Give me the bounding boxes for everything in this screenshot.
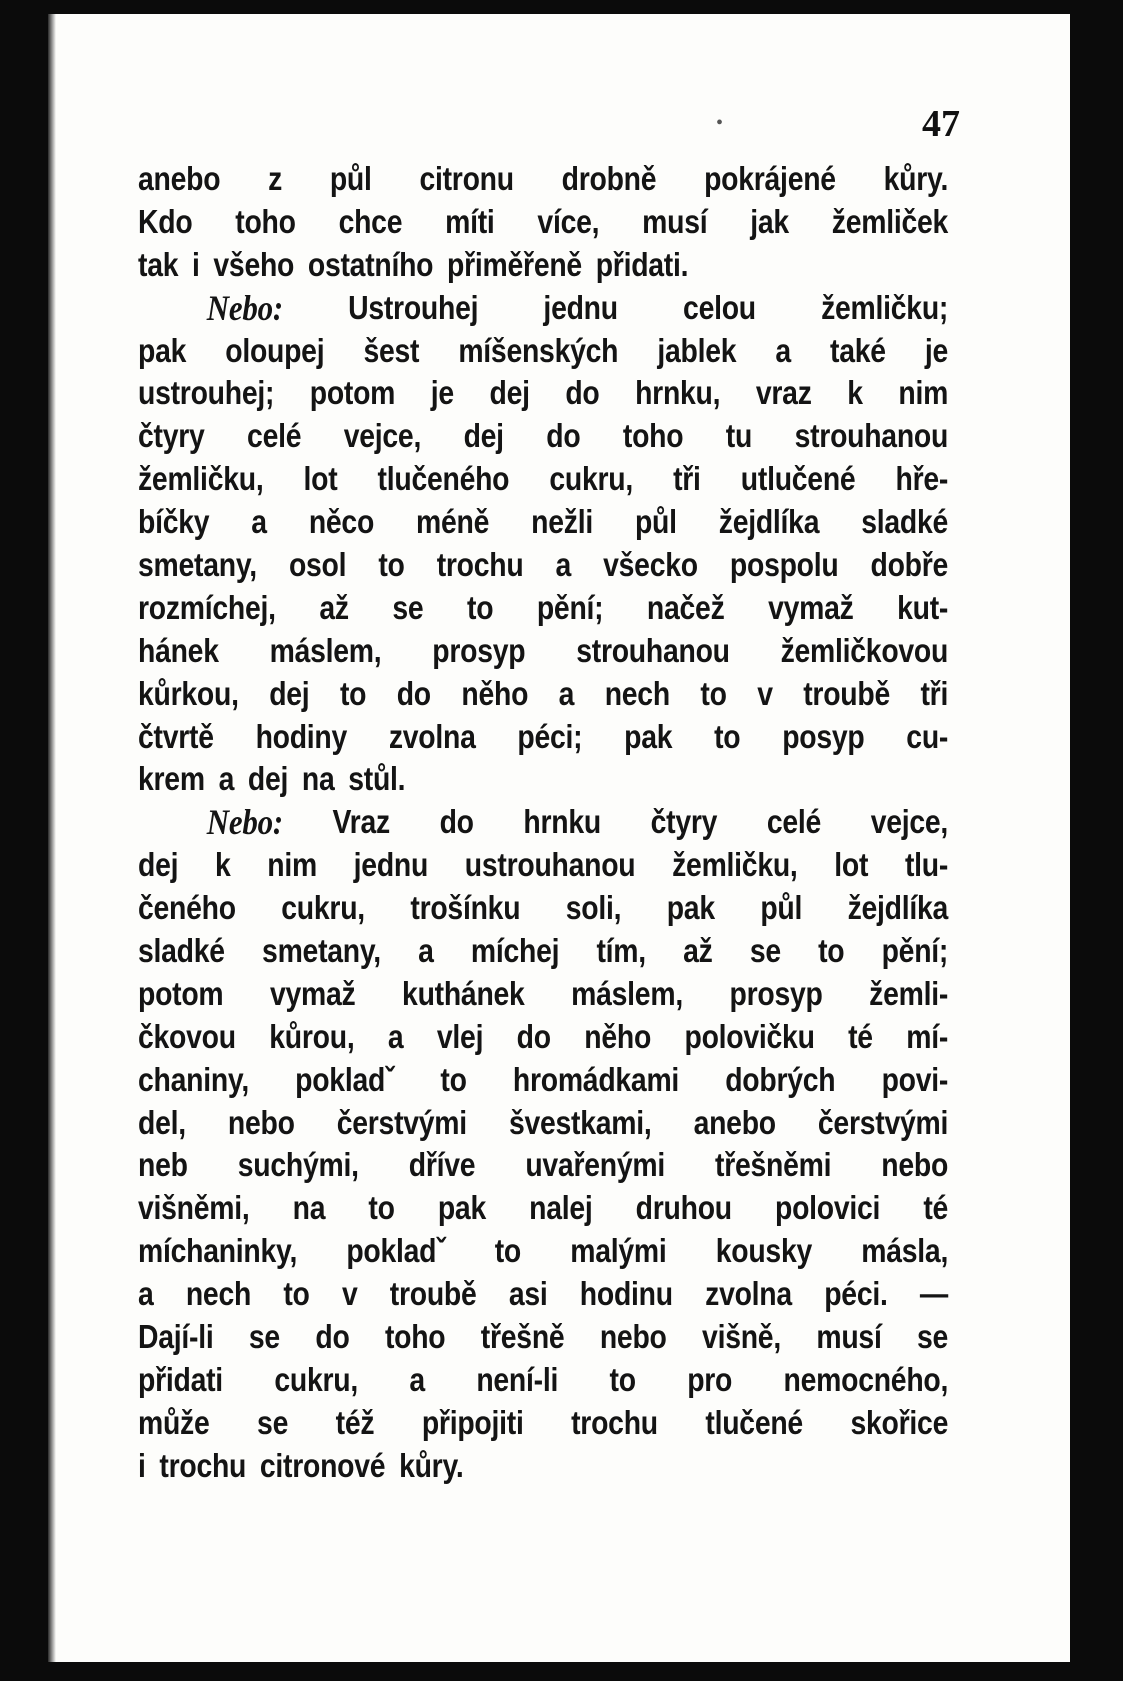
word: to (368, 1189, 395, 1227)
word: lot (834, 846, 869, 884)
word: Nebo: (206, 287, 283, 328)
word: to (339, 674, 367, 712)
text-line (138, 415, 948, 458)
word: na (292, 1189, 326, 1227)
text-line (138, 630, 948, 673)
word: troubě (389, 1275, 477, 1313)
text-line (138, 501, 948, 544)
word: citronu (419, 160, 514, 197)
word: třešně (480, 1318, 565, 1356)
word: kůry. (883, 160, 949, 197)
word: se (917, 1318, 949, 1356)
word: k (214, 846, 231, 884)
word: nežli (531, 503, 593, 541)
word: pak (666, 889, 715, 927)
word: žemliček (831, 202, 949, 240)
word: toho (622, 417, 684, 455)
word: máslem, (571, 974, 683, 1012)
word: tu (725, 417, 753, 455)
text-line (138, 887, 948, 930)
word: v (757, 674, 773, 712)
word: a (555, 546, 572, 584)
word: nim (267, 846, 317, 884)
word: másla, (861, 1232, 949, 1270)
text-line (138, 544, 948, 587)
word: vraz (755, 374, 812, 412)
word: ostatního (307, 245, 434, 283)
word: dej (269, 674, 310, 712)
word: hodinu (579, 1275, 673, 1313)
text-line (138, 1187, 948, 1230)
word: celou (683, 288, 756, 326)
word: až (319, 588, 349, 626)
word: polovičku (684, 1017, 815, 1055)
text-line (138, 587, 948, 630)
word: Kdo (138, 202, 193, 240)
word: trošínku (410, 889, 521, 927)
word: trochu (159, 1446, 247, 1484)
word: se (392, 588, 424, 626)
word: soli, (565, 889, 622, 927)
word: oloupej (225, 331, 325, 369)
word: hrnku, (635, 374, 721, 412)
word: nebo (599, 1318, 667, 1356)
text-line (138, 244, 948, 287)
word: jablek (657, 331, 737, 369)
word: i (192, 245, 200, 283)
text-line (138, 1230, 948, 1273)
word: osol (288, 546, 347, 584)
word: dej (489, 374, 530, 412)
word: dříve (408, 1146, 476, 1184)
word: méně (416, 503, 490, 541)
word: přidati (138, 1360, 223, 1398)
text-line (138, 716, 948, 759)
word: kuthánek (402, 974, 525, 1012)
word: je (430, 374, 454, 412)
text-line (138, 372, 948, 415)
text-line (138, 1059, 948, 1102)
word: do (546, 417, 581, 455)
word: krem (138, 760, 205, 798)
word: tlučené (705, 1403, 803, 1441)
word: to (714, 717, 741, 755)
word: žejdlíka (718, 503, 820, 541)
word: cukru, (274, 1360, 358, 1398)
word: se (248, 1318, 280, 1356)
word: pění; (881, 932, 949, 970)
word: vymaž (768, 588, 854, 626)
word: něho (461, 674, 529, 712)
word: se (257, 1403, 289, 1441)
word: celé (247, 417, 302, 455)
word: trochu (436, 546, 524, 584)
word: až (683, 932, 713, 970)
word: do (516, 1017, 551, 1055)
word: více, (537, 202, 600, 240)
word: to (494, 1232, 521, 1270)
word: polovici (775, 1189, 881, 1227)
text-line (138, 330, 948, 373)
word: jednu (353, 846, 429, 884)
word: k (847, 374, 863, 412)
word: potom (138, 974, 224, 1012)
word: nalej (529, 1189, 593, 1227)
word: jak (750, 202, 789, 240)
word: povi- (881, 1060, 949, 1098)
word: utlučené (740, 460, 856, 498)
word: prosyp (729, 974, 823, 1012)
word: třešněmi (715, 1146, 832, 1184)
word: do (315, 1318, 350, 1356)
word: péci; (517, 717, 583, 755)
word: suchými, (237, 1146, 359, 1184)
word: nebo (227, 1103, 295, 1141)
word: tlučeného (377, 460, 510, 498)
word: cukru, (549, 460, 633, 498)
word: míšenských (458, 331, 619, 369)
word: cu- (906, 717, 949, 755)
word: musí (816, 1318, 882, 1356)
word: péci. (824, 1275, 888, 1313)
text-line (138, 1144, 948, 1187)
word: Nebo: (206, 802, 283, 843)
word: do (565, 374, 600, 412)
word: stůl. (348, 760, 406, 798)
word: citronové (259, 1446, 386, 1484)
word: toho (235, 202, 296, 240)
word: sladké (138, 932, 225, 970)
word: chce (338, 202, 403, 240)
word: načež (646, 588, 725, 626)
word: pak (138, 331, 187, 369)
word: pokrájené (704, 160, 836, 197)
word: smetany, (262, 932, 381, 970)
word: je (924, 331, 949, 369)
word: anebo (693, 1103, 776, 1141)
text-line (138, 1359, 948, 1402)
word: máslem, (269, 631, 382, 669)
word: všecko (603, 546, 698, 584)
word: a (418, 932, 434, 970)
word: višněmi, (138, 1189, 250, 1227)
text-line (138, 287, 948, 330)
word: troubě (803, 674, 890, 712)
word: cukru, (281, 889, 365, 927)
word: zvolna (388, 717, 476, 755)
word: a (387, 1017, 404, 1055)
word: lot (303, 460, 338, 498)
word: pak (624, 717, 673, 755)
word: smetany, (138, 546, 257, 584)
word: čtvrtě (138, 717, 214, 755)
word: tak (138, 245, 179, 283)
text-line (138, 973, 948, 1016)
word: přiměřeně (447, 245, 582, 283)
word: anebo (138, 160, 221, 197)
word: žemličku; (821, 288, 949, 326)
word: žemličkovou (780, 631, 949, 669)
word: kůry. (399, 1446, 464, 1484)
word: též (335, 1403, 375, 1441)
word: na (301, 760, 335, 798)
word: strouhanou (794, 417, 949, 455)
text-line (138, 1016, 948, 1059)
word: ustrouhanou (464, 846, 636, 884)
word: kut- (897, 588, 949, 626)
word: pak (437, 1189, 486, 1227)
word: bíčky (138, 503, 210, 541)
word: dobře (870, 546, 949, 584)
word: připojiti (421, 1403, 524, 1441)
word: nech (185, 1275, 252, 1313)
word: drobně (561, 160, 657, 197)
text-line (138, 673, 948, 716)
word: to (818, 932, 845, 970)
text-line (138, 1402, 948, 1445)
word: ustrouhej; (138, 374, 275, 412)
word: hodiny (255, 717, 348, 755)
word: všeho (213, 245, 295, 283)
word: čerstvými (336, 1103, 467, 1141)
word: pění; (536, 588, 604, 626)
word: posyp (782, 717, 865, 755)
word: — (919, 1275, 949, 1313)
word: sladké (861, 503, 949, 541)
word: a (409, 1360, 425, 1398)
text-line (138, 158, 948, 201)
word: prosyp (432, 631, 526, 669)
word: hromádkami (512, 1060, 680, 1098)
word: čerstvými (817, 1103, 949, 1141)
word: té (923, 1189, 949, 1227)
text-line (138, 930, 948, 973)
word: míchaninky, (138, 1232, 298, 1270)
word: celé (766, 803, 822, 841)
word: višně, (702, 1318, 781, 1356)
word: kůrkou, (138, 674, 239, 712)
word: může (138, 1403, 210, 1441)
text-line (138, 1445, 948, 1488)
word: hrnku (523, 803, 601, 841)
word: do (396, 674, 431, 712)
text-line (138, 758, 948, 801)
word: kůrou, (269, 1017, 355, 1055)
word: a (775, 331, 791, 369)
word: nemocného, (783, 1360, 949, 1398)
word: trochu (571, 1403, 658, 1441)
word: tři (920, 674, 949, 712)
word: vlej (436, 1017, 484, 1055)
word: skořice (850, 1403, 949, 1441)
text-line (138, 1273, 948, 1316)
word: není-li (476, 1360, 559, 1398)
word: nech (604, 674, 670, 712)
word: pospolu (729, 546, 839, 584)
word: to (378, 546, 405, 584)
word: Ustrouhej (348, 288, 479, 326)
word: dej (247, 760, 289, 798)
word: se (749, 932, 781, 970)
word: musí (642, 202, 708, 240)
word: švestkami, (508, 1103, 652, 1141)
word: něco (308, 503, 375, 541)
word: i (138, 1446, 146, 1484)
word: v (341, 1275, 358, 1313)
word: půl (634, 503, 677, 541)
text-line (138, 801, 948, 844)
word: dobrých (725, 1060, 836, 1098)
word: pro (687, 1360, 733, 1398)
word: to (700, 674, 727, 712)
word: kousky (715, 1232, 813, 1270)
word: dej (138, 846, 179, 884)
text-line (138, 1316, 948, 1359)
word: té (848, 1017, 873, 1055)
word: přidati. (595, 245, 689, 283)
word: to (467, 588, 494, 626)
word: žemličku, (672, 846, 798, 884)
word: jednu (543, 288, 618, 326)
word: uvařenými (525, 1146, 665, 1184)
word: a (138, 1275, 154, 1313)
text-line (138, 1102, 948, 1145)
word: strouhanou (576, 631, 730, 669)
word: vymaž (269, 974, 356, 1012)
word: tlu- (904, 846, 949, 884)
word: hře- (895, 460, 949, 498)
word: tři (673, 460, 701, 498)
word: Dají-li (138, 1318, 214, 1356)
word: půl (329, 160, 372, 197)
word: půl (760, 889, 803, 927)
word: rozmíchej, (138, 588, 276, 626)
page-number: 47 (922, 103, 960, 145)
word: také (830, 331, 886, 369)
word: vejce, (870, 803, 949, 841)
word: žejdlíka (847, 889, 949, 927)
word: zvolna (705, 1275, 792, 1313)
word: pokladˇ (295, 1060, 395, 1098)
word: pokladˇ (346, 1232, 446, 1270)
word: malými (570, 1232, 667, 1270)
word: to (440, 1060, 467, 1098)
page-mark: • (716, 112, 724, 134)
word: vejce, (343, 417, 422, 455)
word: chaniny, (138, 1060, 249, 1098)
word: žemli- (869, 974, 949, 1012)
word: tím, (596, 932, 646, 970)
word: z (268, 160, 283, 197)
page-spine-edge (48, 14, 56, 1662)
word: druhou (635, 1189, 732, 1227)
word: čtyry (650, 803, 718, 841)
word: šest (363, 331, 420, 369)
word: čtyry (138, 417, 205, 455)
word: dej (463, 417, 504, 455)
word: do (439, 803, 474, 841)
word: čkovou (138, 1017, 236, 1055)
word: něho (584, 1017, 652, 1055)
word: míchej (470, 932, 560, 970)
word: neb (138, 1146, 188, 1184)
word: a (251, 503, 267, 541)
word: mí- (906, 1017, 949, 1055)
word: hánek (138, 631, 219, 669)
recipe-text (138, 158, 948, 1488)
word: toho (384, 1318, 446, 1356)
word: to (609, 1360, 636, 1398)
word: potom (309, 374, 396, 412)
text-line (138, 201, 948, 244)
word: del, (138, 1103, 186, 1141)
word: nim (898, 374, 949, 412)
word: to (283, 1275, 310, 1313)
word: čeného (138, 889, 236, 927)
word: a (558, 674, 575, 712)
word: Vraz (332, 803, 390, 841)
text-line (138, 458, 948, 501)
word: asi (508, 1275, 548, 1313)
word: míti (445, 202, 495, 240)
text-line (138, 844, 948, 887)
word: žemličku, (138, 460, 264, 498)
word: a (218, 760, 235, 798)
word: nebo (881, 1146, 949, 1184)
